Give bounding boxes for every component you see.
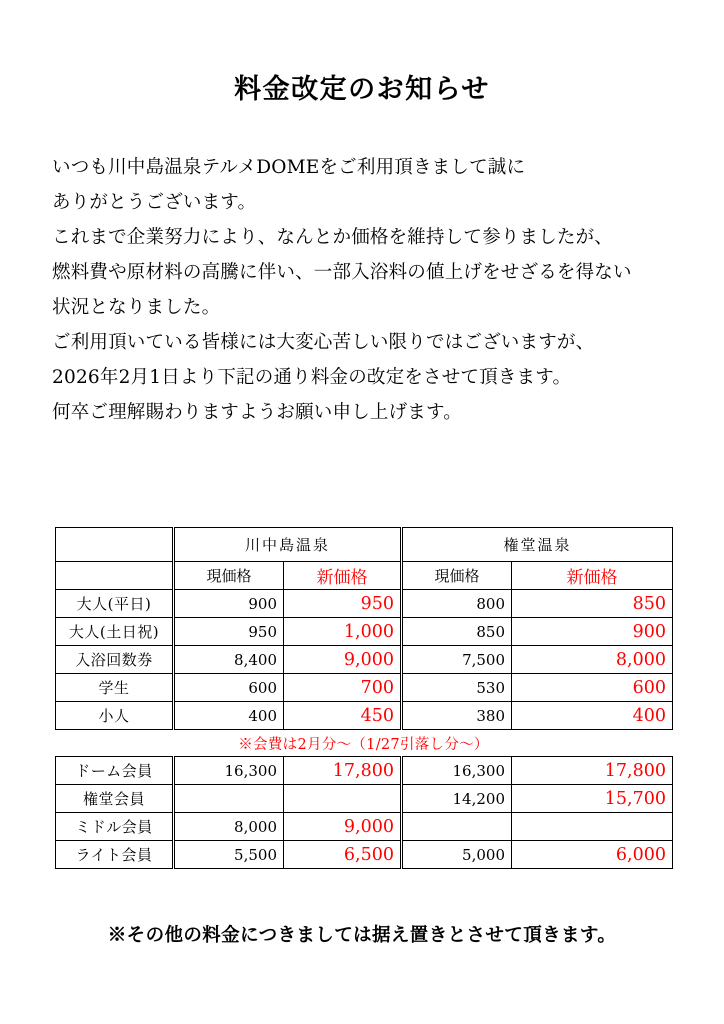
cell-new-gondo: 17,800 <box>512 757 673 785</box>
cell-current-gondo: 800 <box>402 590 512 618</box>
cell-new-kawanakajima: 450 <box>284 702 402 730</box>
table-header-spa-row <box>56 528 673 562</box>
cell-current-gondo: 380 <box>402 702 512 730</box>
membership-fee-table <box>55 756 673 869</box>
table-row <box>56 785 673 813</box>
cell-current-gondo: 530 <box>402 674 512 702</box>
cell-new-gondo <box>512 813 673 841</box>
row-label: ライト会員 <box>56 841 174 869</box>
table-row <box>56 618 673 646</box>
cell-new-kawanakajima: 17,800 <box>284 757 402 785</box>
spa-header-gondo: 権堂温泉 <box>402 528 673 562</box>
cell-new-kawanakajima: 9,000 <box>284 646 402 674</box>
cell-new-gondo: 850 <box>512 590 673 618</box>
table-row <box>56 841 673 869</box>
cell-new-gondo: 15,700 <box>512 785 673 813</box>
cell-new-kawanakajima: 6,500 <box>284 841 402 869</box>
body-line: 燃料費や原材料の高騰に伴い、一部入浴料の値上げをせざるを得ない <box>52 262 632 284</box>
cell-new-gondo: 8,000 <box>512 646 673 674</box>
column-header-new-gondo: 新価格 <box>512 562 673 590</box>
body-line: 何卒ご理解賜わりますようお願い申し上げます。 <box>52 402 462 424</box>
row-label: 学生 <box>56 674 174 702</box>
cell-new-gondo: 900 <box>512 618 673 646</box>
footer-note: ※その他の料金につきましては据え置きとさせて頂きます。 <box>107 925 617 946</box>
body-line: 状況となりました。 <box>52 297 221 319</box>
table-row <box>56 702 673 730</box>
body-line: 2026年2月1日より下記の通り料金の改定をさせて頂きます。 <box>52 367 572 389</box>
cell-current-kawanakajima <box>174 785 284 813</box>
cell-current-gondo: 5,000 <box>402 841 512 869</box>
table-row <box>56 813 673 841</box>
body-line: これまで企業努力により、なんとか価格を維持して参りましたが、 <box>52 227 614 249</box>
corner-cell <box>56 528 174 562</box>
cell-new-gondo: 400 <box>512 702 673 730</box>
price-tables <box>55 527 672 869</box>
cell-new-kawanakajima: 9,000 <box>284 813 402 841</box>
notice-body <box>0 106 724 430</box>
spa-header-kawanakajima: 川中島温泉 <box>174 528 402 562</box>
cell-current-kawanakajima: 950 <box>174 618 284 646</box>
cell-new-kawanakajima <box>284 785 402 813</box>
row-label: 小人 <box>56 702 174 730</box>
row-label: 入浴回数券 <box>56 646 174 674</box>
page-title: 料金改定のお知らせ <box>234 74 490 105</box>
table-row <box>56 757 673 785</box>
cell-new-gondo: 600 <box>512 674 673 702</box>
cell-current-kawanakajima: 8,000 <box>174 813 284 841</box>
cell-current-gondo: 7,500 <box>402 646 512 674</box>
body-line: ご利用頂いている皆様には大変心苦しい限りではございますが、 <box>52 332 595 354</box>
cell-new-kawanakajima: 950 <box>284 590 402 618</box>
cell-new-kawanakajima: 700 <box>284 674 402 702</box>
cell-current-gondo: 850 <box>402 618 512 646</box>
cell-current-kawanakajima: 900 <box>174 590 284 618</box>
membership-note-text: ※会費は2月分～（1/27引落し分～） <box>238 736 489 753</box>
cell-current-gondo <box>402 813 512 841</box>
cell-current-kawanakajima: 600 <box>174 674 284 702</box>
membership-note-row <box>55 730 672 756</box>
column-header-new-kawanakajima: 新価格 <box>284 562 402 590</box>
cell-new-kawanakajima: 1,000 <box>284 618 402 646</box>
body-line: ありがとうございます。 <box>52 192 257 214</box>
table-row <box>56 590 673 618</box>
cell-new-gondo: 6,000 <box>512 841 673 869</box>
column-header-current-gondo: 現価格 <box>402 562 512 590</box>
bathing-fee-table <box>55 527 673 730</box>
row-label: ドーム会員 <box>56 757 174 785</box>
row-label: 大人(平日) <box>56 590 174 618</box>
row-label: 権堂会員 <box>56 785 174 813</box>
cell-current-gondo: 16,300 <box>402 757 512 785</box>
body-line: いつも川中島温泉テルメDOMEをご利用頂きまして誠に <box>52 157 526 179</box>
row-label: 大人(土日祝) <box>56 618 174 646</box>
corner-cell <box>56 562 174 590</box>
table-row <box>56 646 673 674</box>
table-header-price-row <box>56 562 673 590</box>
cell-current-kawanakajima: 8,400 <box>174 646 284 674</box>
row-label: ミドル会員 <box>56 813 174 841</box>
cell-current-gondo: 14,200 <box>402 785 512 813</box>
cell-current-kawanakajima: 5,500 <box>174 841 284 869</box>
table-row <box>56 674 673 702</box>
cell-current-kawanakajima: 400 <box>174 702 284 730</box>
cell-current-kawanakajima: 16,300 <box>174 757 284 785</box>
column-header-current-kawanakajima: 現価格 <box>174 562 284 590</box>
